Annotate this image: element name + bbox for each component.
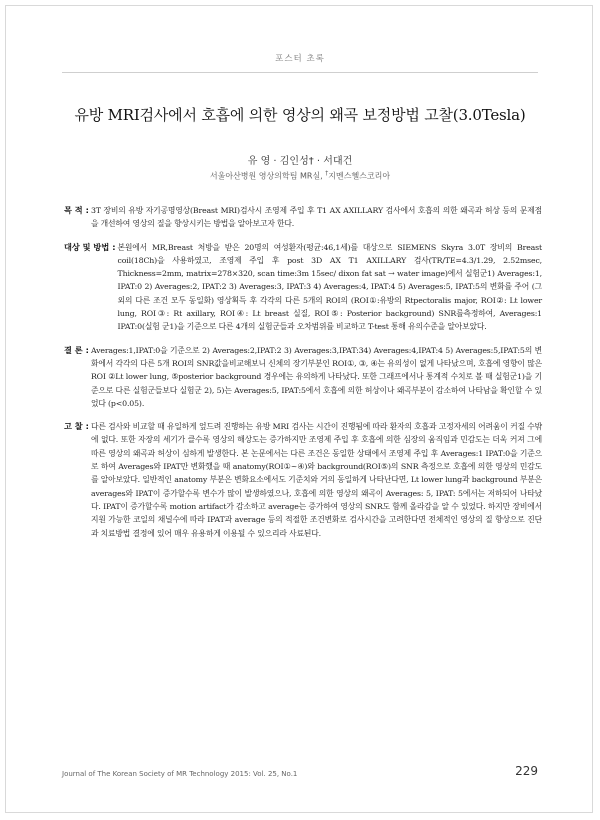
section-label: 고 찰 : <box>64 421 89 432</box>
section-discussion <box>64 420 542 540</box>
authors: 유 영 · 김인성† · 서대건 <box>247 156 353 167</box>
paper-title: 유방 MRI검사에서 호흡에 의한 영상의 왜곡 보정방법 고찰(3.0Tesla) <box>74 106 526 124</box>
section-label: 결 론 : <box>64 344 89 355</box>
affiliation-text: 서울아산병원 영상의학팀 MR실, <box>209 171 326 181</box>
affiliation <box>0 170 600 182</box>
section-text: 다른 검사와 비교할 때 유일하게 엎드려 진행하는 유방 MRI 검사는 시간이 진행됨에 따라 환자의 호흡과 고정자세의 어려움이 커질 수밖에 없다. 또한 자장의 세기가 클수록 영상의 해상도는 증가하지만 조영제 주입 후 호흡에 의한 심장의 움직임과 민감도는 더욱 커져 그에 따른 영상의 왜곡과 허상이 심하게 발생한다. 본 논문에서는 다른 조건은 동일한 상태에서 조영제 주입 후 Averages:1 IPAT:0을 기준으로 하여 Averages와 IPAT만 변화했을 때 anatomy(ROI①~④)와 background(ROI⑤)의 SNR 측정으로 호흡에 의한 영상의 민감도를 알아보았다. 일반적인 anatomy 부분은 변화요소에서도 기준치와 거의 동일하게 나타난다면, Lt lower lung과 background 부분은 averages와 IPAT이 증가할수록 변수가 많이 발생하였으나, 호흡에 의한 영상의 왜곡이 Averages: 5, IPAT: 5에서는 저하되어 나타났다. IPAT이 증가할수록 motion artifact가 감소하고 average는 증가하여 영상의 SNR도 함께 올라감을 알 수 있었다. 하지만 장비에서 지원 가능한 코일의 채널수에 따라 IPAT과 average 등의 적절한 조건변화로 검사시간을 고려한다면 전체적인 영상의 질 향상으로 진단과 치료방법 결정에 있어 매우 유용하게 이용될 수 있으리라 사료된다. <box>90 422 542 538</box>
affiliation-text-2: 지멘스헬스코리아 <box>328 171 391 181</box>
section-text: Averages:1,IPAT:0을 기준으로 2) Averages:2,IPAT:2 3) Averages:3,IPAT:34) Averages:4,IPAT:4 5) Averages:5,IPAT:5의 변화에서 각각의 다른 5개 ROI의 SNR값을비교해보니 신체의 장기부분인 ROI①, ③, ④는 유의성이 없게 나타났으며, 호흡에 영향이 많은 ROI ②Lt lower lung, ⑤posterior background 경우에는 유의하게 나타났다. 또한 그래프에서나 통계적 수치로 볼 때 실험군1)을 기준으로 다른 실험군들보다 실험군 2), 5)는 Averages:5, IPAT:5에서 호흡에 의한 허상이나 왜곡부분이 감소하여 나타남을 확인할 수 있었다 (p<0.05). <box>90 345 542 408</box>
section-methods <box>64 241 542 334</box>
section-label: 대상 및 방법 : <box>64 241 116 252</box>
section-text: 3T 장비의 유방 자기공명영상(Breast MRI)검사시 조영제 주입 후 T1 AX AXILLARY 검사에서 호흡의 의한 왜곡과 허상 등의 문제점을 개선하여 영상의 질을 향상시키는 방법을 알아보고자 한다. <box>90 206 542 229</box>
section-header: 포스터 초록 <box>275 54 325 64</box>
section-purpose <box>64 204 542 231</box>
section-results <box>64 344 542 410</box>
header-divider <box>62 72 538 73</box>
affiliation-mark: † <box>325 170 329 177</box>
section-label: 목 적 : <box>64 205 89 215</box>
section-text: 본원에서 MR,Breast 처방을 받은 20명의 여성환자(평균:46,1세)를 대상으로 SIEMENS Skyra 3.0T 장비의 Breast coil(18Ch)을 사용하였고, 조영제 주입 후 post 3D AX T1 AXILLARY 검사(TR/TE=4.3/1.29, 2.52msec, Thickness=2mm, matrix=278×320, scan time:3m 15sec/ dixon fat sat → water image)에서 실험군1) Averages:1, IPAT:0 2) Averages:2, IPAT:2 3) Averages:3, IPAT:3 4) Averages:4, IPAT:4 5) Averages:5, IPAT:5의 변화를 주어 (그 외의 다른 조건 모두 동일화) 영상획득 후 각각의 다른 5개의 ROI의 (ROI①:유방의 Rtpectoralis major, ROI②: Lt lower lung, ROI③: Rt axillary, ROI④: Lt breast 실질, ROI⑤: Posterior background) SNR를측정하여, Averages:1 IPAT:0(실험 군1)을 기준으로 다른 4개의 실험군들과 오차범위를 비교하고 T-test 통해 유의수준을 알아보았다. <box>117 242 542 332</box>
journal-footer: Journal of The Korean Society of MR Technology 2015: Vol. 25, No.1 <box>62 770 298 778</box>
abstract-body <box>64 204 542 550</box>
page-number: 229 <box>515 764 538 778</box>
